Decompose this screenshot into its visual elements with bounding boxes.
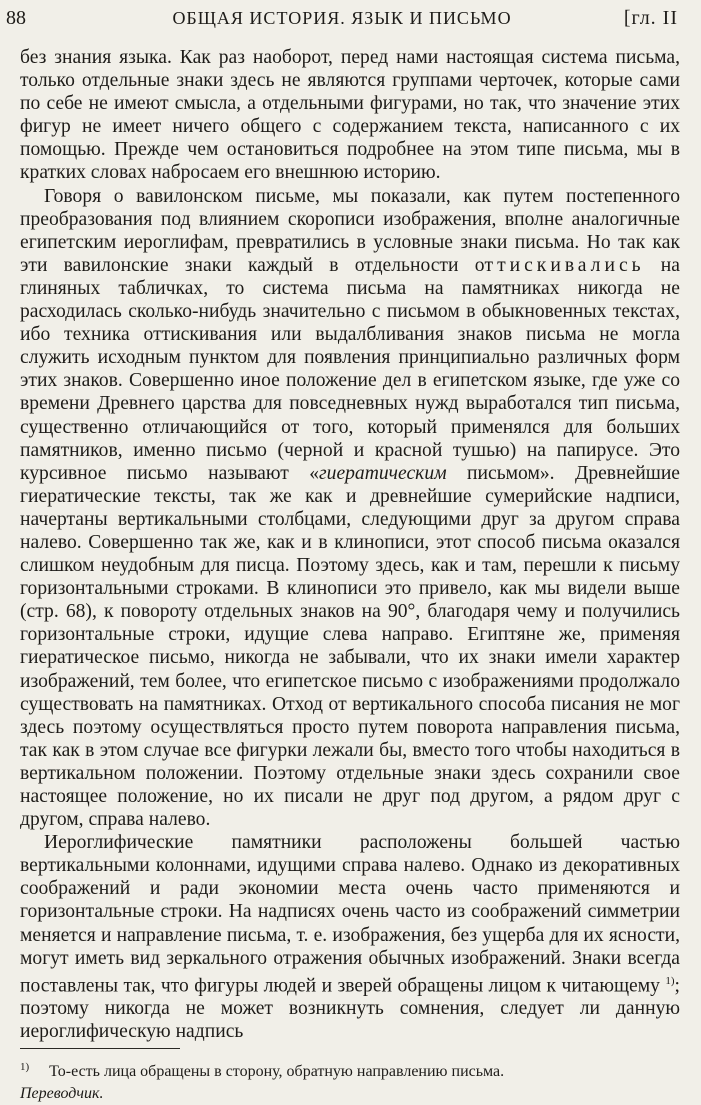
paragraph-1 [20,46,680,185]
body-text [20,46,680,1044]
italic-term: гиератическим [319,462,447,484]
paragraph-3 [20,831,680,1043]
footnote-rule [20,1048,180,1049]
spaced-word: ттискивались [484,254,645,276]
chapter-label: [гл. II [623,7,678,29]
footnote [20,1056,680,1105]
paragraph-2-text-end: письмом». Древнейшие гиератические тексты, так же как и древнейшие сумерийские надписи, начертаны вертикальными столбцами, следующими друг за другом справа налево. Совершенно так же, как и в клинописи, этот способ письма оказался слишком неудобным для писца. Поэтому здесь, как и там, перешли к письму горизонтальными строками. В клинописи это привело, как мы видели выше (стр. 68), к повороту отдельных знаков на 90°, благодаря чему и получились горизонтальные строки, идущие слева направо. Египтяне же, применяя гиератическое письмо, никогда не забывали, что их знаки имели характер изображений, тем более, что египетское письмо с изображениями продолжало существовать на памятниках. Отход от вертикального способа писания не мог здесь поэтому осуществляться просто путем поворота направления письма, так как в этом случае все фигурки лежали бы, вместо того чтобы находиться в вертикальном положении. Поэтому отдельные знаки здесь сохранили свое настоящее положение, но их писали не друг под другом, а рядом друг с другом, справа налево. [20,462,681,831]
paragraph-1-text: без знания языка. Как раз наоборот, перед нами настоящая система письма, только отдельные знаки здесь не являются группами черточек, которые сами по себе не имеют смысла, а отдельными фигурами, но так, что значение этих фигур не имеет ничего общего с содержанием текста, написанного с их помощью. Прежде чем остановиться подробнее на этом типе письма, мы в кратких словах набросаем его внешнюю историю. [20,47,680,184]
paragraph-2-text-after: на глиняных табличках, то система письма на памятниках никогда не расходилась сколько-нибудь значительно с письмом в обыкновенных текстах, ибо техника оттискивания или выдалбливания знаков письма не могла служить исходным пунктом для появления принципиально различных форм этих знаков. Совершенно иное положение дел в египетском языке, где уже со времени Древнего царства для повседневных нужд выработался тип письма, существенно отличающийся от того, который применялся для больших памятников, именно письмо (черной и красной тушью) на папирусе. Это курсивное письмо называют « [20,254,680,484]
footnote-text: То-есть лица обращены в сторону, обратную направлению письма. [49,1063,505,1081]
paragraph-3-text-after: ; поэтому никогда не может возникнуть сомнения, следует ли данную иероглифическую надпись [20,975,680,1043]
footnote-signature: Переводчик. [20,1085,104,1103]
page-number: 88 [6,7,26,29]
footnote-marker: 1) [20,1061,30,1073]
paragraph-2 [20,185,680,832]
paragraph-3-text: Иероглифические памятники расположены большей частью вертикальными колоннами, идущими справа налево. Однако из декоративных соображений и ради экономии места очень часто применяются и горизонтальные строки. На надписях очень часто из соображений симметрии меняется и направление письма, т. е. изображения, без ущерба для их ясности, могут иметь вид зеркального отражения обычных изображений. Знаки всегда поставлены так, что фигуры людей и зверей обращены лицом к читающему [20,832,680,997]
running-head: ОБЩАЯ ИСТОРИЯ. ЯЗЫК И ПИСЬМО [172,8,512,28]
footnote-reference[interactable]: 1) [665,974,675,987]
paragraph-2-text-before: Говоря о вавилонском письме, мы показали, как путем постепенного преобразования под влиянием скорописи изображения, вполне аналогичные египетским иероглифам, превратились в условные знаки письма. Но так как эти вавилонские знаки каждый в отдельности о [20,185,680,276]
page-header [6,4,678,32]
